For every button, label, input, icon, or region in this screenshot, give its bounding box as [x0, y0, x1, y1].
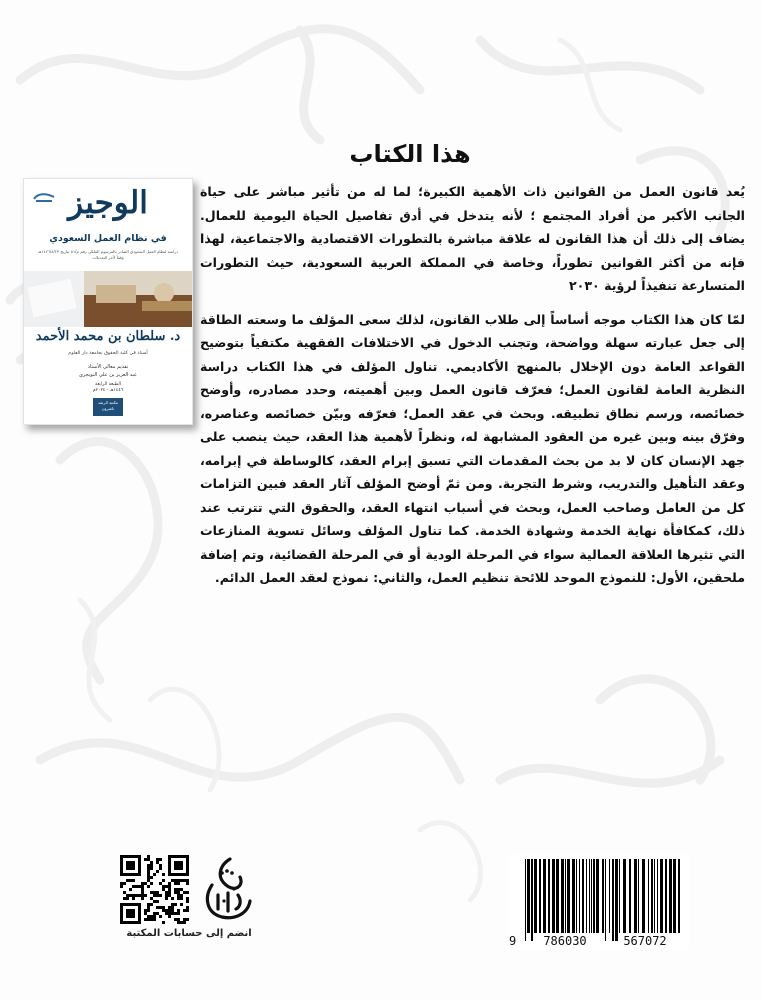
cover-author: د. سلطان بن محمد الأحمد	[35, 329, 181, 344]
description-paragraph-1: يُعد قانون العمل من القوانين ذات الأهمية الكبيرة؛ لما له من تأثير مباشر على حياة الجانب الأكبر من أفراد المجتمع ؛ لأنه يتدخل في أدق تفاصيل الحياة اليومية للعمال. يضاف إلى ذلك أن هذا القانون له علاقة مباشرة بالتطورات الاقتصادية والاجتماعية، لهذا فإنه من أكثر القوانين تطوراً، وخاصة في المملكة العربية السعودية، حيث التطورات المتسارعة تنفيذاً لرؤية ٢٠٣٠	[200, 184, 745, 293]
cover-edition-year: ١٤٤٦هـ - ٢٠٢٤م	[92, 388, 124, 393]
qr-code-icon	[120, 855, 189, 924]
cover-edition-number: الطبعة الرابعة	[95, 382, 121, 387]
cover-intro-label: تقديم معالي الأستاذ	[87, 364, 129, 370]
cover-author-title: أستاذ في كلية الحقوق بجامعة دار العلوم	[68, 351, 148, 356]
cover-intro-name: عبد العزيز بن علي التويجري	[78, 372, 137, 378]
cover-edition	[24, 382, 192, 394]
cover-title: الوجيز	[68, 185, 148, 221]
back-cover-title: هذا الكتاب	[349, 140, 471, 168]
back-cover-description	[200, 180, 745, 660]
cover-photo-image	[24, 271, 192, 327]
description-paragraph-2: لمّا كان هذا الكتاب موجه أساساً إلى طلاب القانون، لذلك سعى المؤلف ما وسعته الطاقة إلى جعل عبارته سهلة وواضحة، وتجنب الدخول في الاختلافات الفقهية مكتفياً بتوضيح القواعد العامة دون الإخلال بالمنهج الأكاديمي. تناول المؤلف في هذا الكتاب دراسة النظرية العامة لقانون العمل؛ فعرّف قانون العمل وبين أهميته، وحدد مصادره، وأوضح خصائصه، ورسم نطاق تطبيقه. وبحث في عقد العمل؛ فعرّفه وبيّن خصائصه وعناصره، وفرّق بينه وبين غيره من العقود المشابهة له، ونظراً لأهمية هذا العقد، حيث ينصب على جهد الإنسان كان لا بد من بحث المقدمات التي تسبق إبرام العقد، كالوساطة في إبرامه، وعقد التأهيل والتدريب، وشرط التجربة. ومن ثمّ أوضح المؤلف آثار العقد فبين التزامات كل من العامل وصاحب العمل، وبحث في أسباب انتهاء العقد، والحقوق التي تترتب عند ذلك، كمكافأة نهاية الخدمة وشهادة الخدمة. كما تناول المؤلف وسائل تسوية المنازعات التي تثيرها العلاقة العمالية سواء في المرحلة الودية أو في المرحلة القضائية، وتم إضافة ملحقين، الأول: للنموذج الموحد للائحة تنظيم العمل، والثاني: نموذج لعقد العمل الدائم.	[200, 311, 745, 585]
isbn-digits-group-2: 567072	[623, 934, 667, 948]
cover-subtitle: في نظام العمل السعودي	[49, 233, 167, 244]
cover-publisher-badge: مكتبة الرشد ناشرون	[93, 398, 123, 416]
publisher-logo-icon	[196, 855, 258, 923]
isbn-lead-digit: 9	[509, 934, 517, 948]
join-library-accounts-label: انضم إلى حسابات المكتبة	[126, 928, 252, 939]
book-cover-thumbnail	[23, 178, 193, 425]
isbn-digits-group-1: 786030	[543, 934, 587, 948]
cover-description: دراسة لنظام العمل السعودي الصادر بالمرسوم الملكي رقم م/٥١ بتاريخ ١٤٢٦/٨/٢٣هـ وفقاً لآخر التعديلات	[38, 249, 178, 260]
